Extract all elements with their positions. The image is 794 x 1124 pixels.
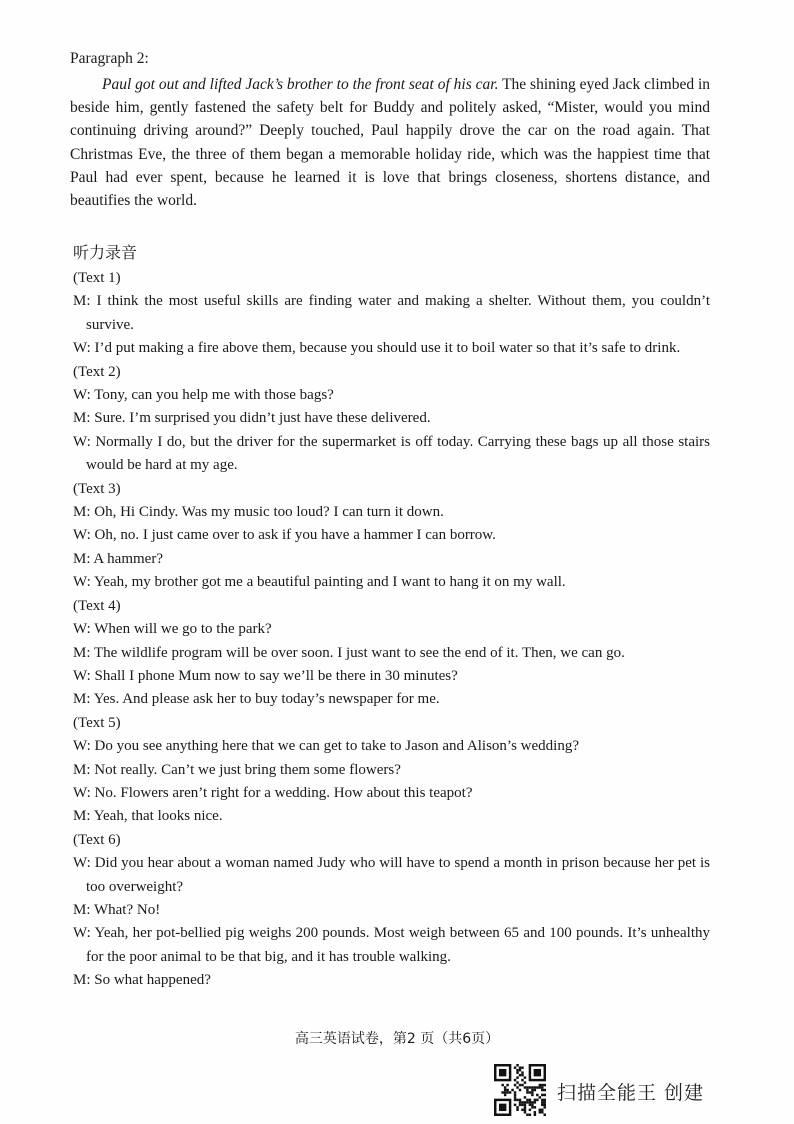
- dialog-line: W: Did you hear about a woman named Judy who will have to spend a month in prison because her pet is too overweight?: [73, 855, 710, 895]
- listening-transcript: [73, 267, 710, 993]
- paragraph-italic-lead: Paul got out and lifted Jack’s brother to the front seat of his car.: [102, 76, 499, 93]
- qr-code-icon: [494, 1064, 546, 1116]
- page-footer: 高三英语试卷，第2 页（共6页）: [294, 1031, 500, 1047]
- dialog-line: W: Do you see anything here that we can get to take to Jason and Alison’s wedding?: [73, 738, 579, 755]
- text-marker: (Text 2): [73, 363, 121, 380]
- text-marker: (Text 4): [73, 597, 121, 614]
- dialog-line: M: Yeah, that looks nice.: [73, 808, 223, 825]
- scanner-watermark-text: 扫描全能王 创建: [557, 1082, 705, 1104]
- dialog-line: M: Yes. And please ask her to buy today’s newspaper for me.: [73, 691, 440, 708]
- paragraph-heading: Paragraph 2:: [70, 50, 149, 67]
- dialog-line: W: Oh, no. I just came over to ask if you have a hammer I can borrow.: [73, 527, 496, 544]
- dialog-line: M: What? No!: [73, 901, 161, 918]
- paragraph-rest: The shining eyed Jack climbed in beside him, gently fastened the safety belt for Buddy and politely asked, “Mister, would you mind continuing driving around?” Deeply touched, Paul happily drove the car on the road again. That Christmas Eve, the three of them began a memorable holiday ride, which was the happiest time that Paul had ever spent, because he learned it is love that brings closeness, shortens distance, and beautifies the world.: [70, 76, 711, 210]
- dialog-line: W: Tony, can you help me with those bags?: [73, 387, 334, 404]
- paragraph-body: [70, 73, 710, 212]
- dialog-line: M: Oh, Hi Cindy. Was my music too loud? I can turn it down.: [73, 504, 444, 521]
- dialog-line: W: When will we go to the park?: [73, 621, 272, 638]
- dialog-line: M: Not really. Can’t we just bring them some flowers?: [73, 761, 401, 778]
- text-marker: (Text 3): [73, 480, 121, 497]
- text-marker: (Text 5): [73, 714, 121, 731]
- dialog-line: W: No. Flowers aren’t right for a wedding. How about this teapot?: [73, 784, 473, 801]
- dialog-line: W: Shall I phone Mum now to say we’ll be there in 30 minutes?: [73, 667, 458, 684]
- dialog-line: M: The wildlife program will be over soon. I just want to see the end of it. Then, we can go.: [73, 644, 625, 661]
- dialog-line: M: A hammer?: [73, 550, 163, 567]
- dialog-line: M: So what happened?: [73, 972, 211, 989]
- dialog-line: W: Yeah, my brother got me a beautiful painting and I want to hang it on my wall.: [73, 574, 566, 591]
- dialog-line: W: I’d put making a fire above them, because you should use it to boil water so that it’s safe to drink.: [73, 340, 681, 357]
- dialog-line: W: Yeah, her pot-bellied pig weighs 200 pounds. Most weigh between 65 and 100 pounds. It’s unhealthy for the poor animal to be that big, and it has trouble walking.: [73, 925, 710, 965]
- dialog-line: M: I think the most useful skills are finding water and making a shelter. Without them, you couldn’t survive.: [73, 293, 710, 333]
- text-marker: (Text 1): [73, 270, 121, 286]
- dialog-line: W: Normally I do, but the driver for the supermarket is off today. Carrying these bags up all those stairs would be hard at my age.: [73, 433, 710, 474]
- text-marker: (Text 6): [73, 831, 121, 848]
- dialog-line: M: Sure. I’m surprised you didn’t just have these delivered.: [73, 410, 431, 427]
- listening-title: 听力录音: [73, 243, 138, 262]
